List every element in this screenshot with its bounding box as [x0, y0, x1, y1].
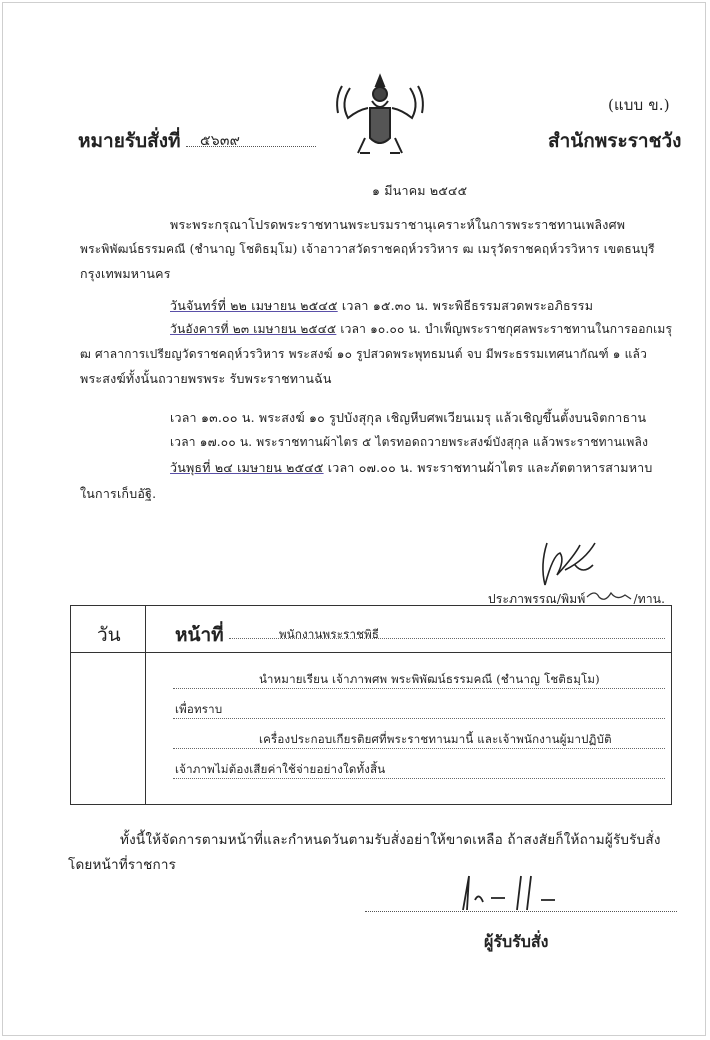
- row-3-guide: [173, 718, 665, 719]
- form-type-label: (แบบ ข.): [608, 96, 670, 114]
- row-1-text: พนักงานพระราชพิธี: [279, 627, 380, 641]
- issuer-suffix: /ทาน.: [633, 592, 666, 606]
- row-2-line-2: เพื่อทราบ: [175, 702, 223, 716]
- column-duty-header: หน้าที่: [175, 624, 224, 646]
- intro-line-1: พระพระกรุณาโปรดพระราชทานพระบรมราชานุเคราะห์ในการพระราชทานเพลิงศพ: [170, 217, 626, 232]
- intro-line-3: กรุงเทพมหานคร: [80, 266, 171, 281]
- recipient-signature-line: [365, 910, 677, 912]
- instruction-line-2: โดยหน้าที่ราชการ: [68, 857, 177, 873]
- table-header-divider: [71, 652, 671, 653]
- issuer-name: ประภาพรรณ/พิมพ์: [488, 592, 586, 606]
- column-day-header: วัน: [97, 624, 121, 646]
- issuer-signature-icon: [535, 535, 605, 590]
- schedule-3: [170, 458, 653, 478]
- schedule-3-detail: เวลา ๐๗.๐๐ น. พระราชทานผ้าไตร และภัตตาหารสามหาบ: [327, 460, 653, 475]
- schedule-1: [170, 296, 593, 316]
- schedule-2: [170, 320, 672, 339]
- office-name: สำนักพระราชวัง: [548, 130, 682, 152]
- intro-line-2: พระพิพัฒน์ธรรมคณี (ชำนาญ โชติธมฺโม) เจ้าอาวาสวัดราชคฤห์วรวิหาร ฒ เมรุวัดราชคฤห์วรวิหาร เขตธนบุรี: [80, 242, 655, 256]
- schedule-1-date: วันจันทร์ที่ ๒๒ เมษายน ๒๕๔๕: [170, 298, 338, 313]
- schedule-3-date: วันพุธที่ ๒๔ เมษายน ๒๕๔๕: [170, 460, 324, 475]
- schedule-2-line-4: เวลา ๑๓.๐๐ น. พระสงฆ์ ๑๐ รูปบังสุกุล เชิญหีบศพเวียนเมรุ แล้วเชิญขึ้นตั้งบนจิตกาธาน: [170, 410, 647, 425]
- recipient-signature-icon: [455, 870, 575, 915]
- schedule-2-detail: เวลา ๑๐.๐๐ น. บำเพ็ญพระราชกุศลพระราชทานในการออกเมรุ: [340, 322, 673, 336]
- table-column-divider: [145, 606, 146, 804]
- schedule-1-detail: เวลา ๑๕.๓๐ น. พระพิธีธรรมสวดพระอภิธรรม: [341, 298, 594, 313]
- order-date: ๑ มีนาคม ๒๕๔๕: [372, 183, 468, 198]
- order-number: ๕๖๓๙: [200, 133, 241, 149]
- schedule-2-date: วันอังคารที่ ๒๓ เมษายน ๒๕๔๕: [170, 322, 337, 336]
- instruction-line-1: ทั้งนี้ให้จัดการตามหน้าที่และกำหนดวันตามรับสั่งอย่าให้ขาดเหลือ ถ้าสงสัยก็ให้ถามผู้รับรับสั่ง: [120, 832, 661, 848]
- recipient-label: ผู้รับรับสั่ง: [484, 932, 549, 951]
- schedule-2-line-5: เวลา ๑๗.๐๐ น. พระราชทานผ้าไตร ๕ ไตรทอดถวายพระสงฆ์บังสุกุล แล้วพระราชทานเพลิง: [170, 435, 649, 449]
- initials-mark-icon: [585, 589, 633, 603]
- garuda-emblem-icon: [330, 68, 430, 163]
- row-2-line-3: เครื่องประกอบเกียรติยศที่พระราชทานมานี้ และเจ้าพนักงานผู้มาปฏิบัติ: [259, 732, 612, 746]
- schedule-2-line-2: ฒ ศาลาการเปรียญวัดราชคฤห์วรวิหาร พระสงฆ์ ๑๐ รูปสวดพระพุทธมนต์ จบ มีพระธรรมเทศนากัณฑ์ ๑ แล้ว: [80, 347, 648, 361]
- row-2-line-4: เจ้าภาพไม่ต้องเสียค่าใช้จ่ายอย่างใดทั้งสิ้น: [175, 762, 386, 776]
- order-label: หมายรับสั่งที่: [78, 130, 181, 152]
- schedule-3-line-2: ในการเก็บอัฐิ.: [80, 486, 157, 501]
- duty-table: [70, 605, 672, 805]
- row-2-line-1: นำหมายเรียน เจ้าภาพศพ พระพิพัฒน์ธรรมคณี (ชำนาญ โชติธมฺโม): [259, 672, 600, 686]
- order-number-line: [186, 130, 316, 147]
- schedule-2-line-3: พระสงฆ์ทั้งนั้นถวายพรพระ รับพระราชทานฉัน: [80, 371, 332, 386]
